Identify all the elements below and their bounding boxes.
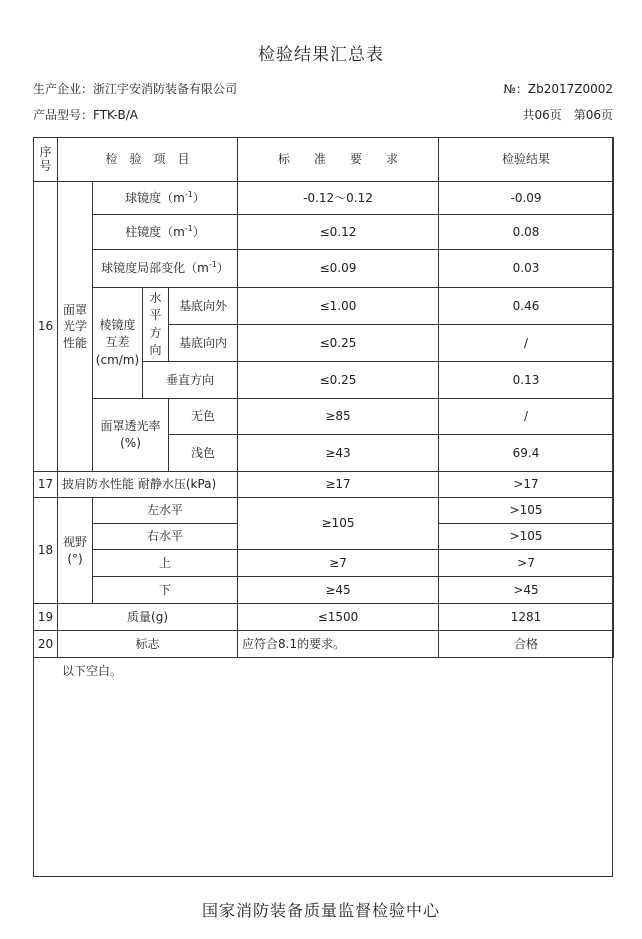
table-row (34, 577, 614, 604)
item-base-out: 基底向外 (169, 288, 238, 325)
table-row (34, 288, 614, 325)
header-row (34, 138, 614, 182)
req-base-in: ≤0.25 (238, 325, 439, 362)
page-title: 检验结果汇总表 (258, 45, 384, 65)
req-base-out: ≤1.00 (238, 288, 439, 325)
req-local-variation: ≤0.09 (238, 250, 439, 288)
res-upper: >7 (439, 550, 614, 577)
req-cape-waterproof: ≥17 (238, 472, 439, 498)
seq-16: 16 (34, 182, 58, 472)
category-optical: 面罩光学性能 (58, 182, 93, 472)
req-marking: 应符合8.1的要求。 (238, 631, 439, 658)
item-local-variation: 球镜度局部变化$(m^{-1})$ (93, 250, 238, 288)
res-base-out: 0.46 (439, 288, 614, 325)
blank-note: 以下空白。 (62, 664, 123, 678)
res-light-tint: 69.4 (439, 435, 614, 472)
category-field-of-view: 视野(°) (58, 498, 93, 604)
req-upper: ≥7 (238, 550, 439, 577)
req-lower: ≥45 (238, 577, 439, 604)
table-row (34, 250, 614, 288)
item-vertical-direction: 垂直方向 (143, 362, 238, 399)
header-requirement: 标 准 要 求 (238, 138, 439, 182)
req-light-tint: ≥43 (238, 435, 439, 472)
item-base-in: 基底向内 (169, 325, 238, 362)
res-left-horizontal: >105 (439, 498, 614, 524)
product-model-line: 产品型号：FTK-B/A (33, 108, 139, 122)
req-cylindrical-power: ≤0.12 (238, 215, 439, 250)
table-row (34, 550, 614, 577)
seq-20: 20 (34, 631, 58, 658)
req-colorless: ≥85 (238, 399, 439, 435)
res-lower: >45 (439, 577, 614, 604)
res-cylindrical-power: 0.08 (439, 215, 614, 250)
item-light-tint: 浅色 (169, 435, 238, 472)
table-row (34, 631, 614, 658)
table-row (34, 182, 614, 215)
item-prism-difference: 棱镜度互差(cm/m) (93, 288, 143, 399)
item-right-horizontal: 右水平 (93, 524, 238, 550)
table-row (34, 498, 614, 524)
seq-17: 17 (34, 472, 58, 498)
req-vertical-direction: ≤0.25 (238, 362, 439, 399)
item-transmittance: 面罩透光率(%) (93, 399, 169, 472)
document-number: №：Zb2017Z0002 (503, 82, 613, 96)
req-mass: ≤1500 (238, 604, 439, 631)
table-row (34, 604, 614, 631)
header-seq: 序号 (34, 138, 58, 182)
table-row (34, 472, 614, 498)
res-vertical-direction: 0.13 (439, 362, 614, 399)
seq-19: 19 (34, 604, 58, 631)
res-spherical-power: -0.09 (439, 182, 614, 215)
item-cylindrical-power: 柱镜度$(m^{-1})$ (93, 215, 238, 250)
header-item: 检 验 项 目 (58, 138, 238, 182)
item-marking: 标志 (58, 631, 238, 658)
req-spherical-power: -0.12～0.12 (238, 182, 439, 215)
table-row (34, 399, 614, 435)
res-marking: 合格 (439, 631, 614, 658)
manufacturer-line: 生产企业：浙江宇安消防装备有限公司 (33, 82, 238, 96)
res-base-in: / (439, 325, 614, 362)
seq-18: 18 (34, 498, 58, 604)
header-result: 检验结果 (439, 138, 614, 182)
res-cape-waterproof: >17 (439, 472, 614, 498)
table-row (34, 215, 614, 250)
page-info: 共06页 第06页 (522, 108, 613, 122)
item-upper: 上 (93, 550, 238, 577)
res-right-horizontal: >105 (439, 524, 614, 550)
results-table (33, 137, 614, 658)
res-local-variation: 0.03 (439, 250, 614, 288)
item-left-horizontal: 左水平 (93, 498, 238, 524)
res-colorless: / (439, 399, 614, 435)
item-mass: 质量(g) (58, 604, 238, 631)
item-colorless: 无色 (169, 399, 238, 435)
item-spherical-power: 球镜度$(m^{-1})$ (93, 182, 238, 215)
item-horizontal-direction: 水平方向 (143, 288, 169, 362)
item-cape-waterproof: 披肩防水性能 耐静水压(kPa) (58, 472, 238, 498)
res-mass: 1281 (439, 604, 614, 631)
item-lower: 下 (93, 577, 238, 604)
req-horizontal-fov: ≥105 (238, 498, 439, 550)
footer-organization: 国家消防装备质量监督检验中心 (201, 901, 440, 920)
